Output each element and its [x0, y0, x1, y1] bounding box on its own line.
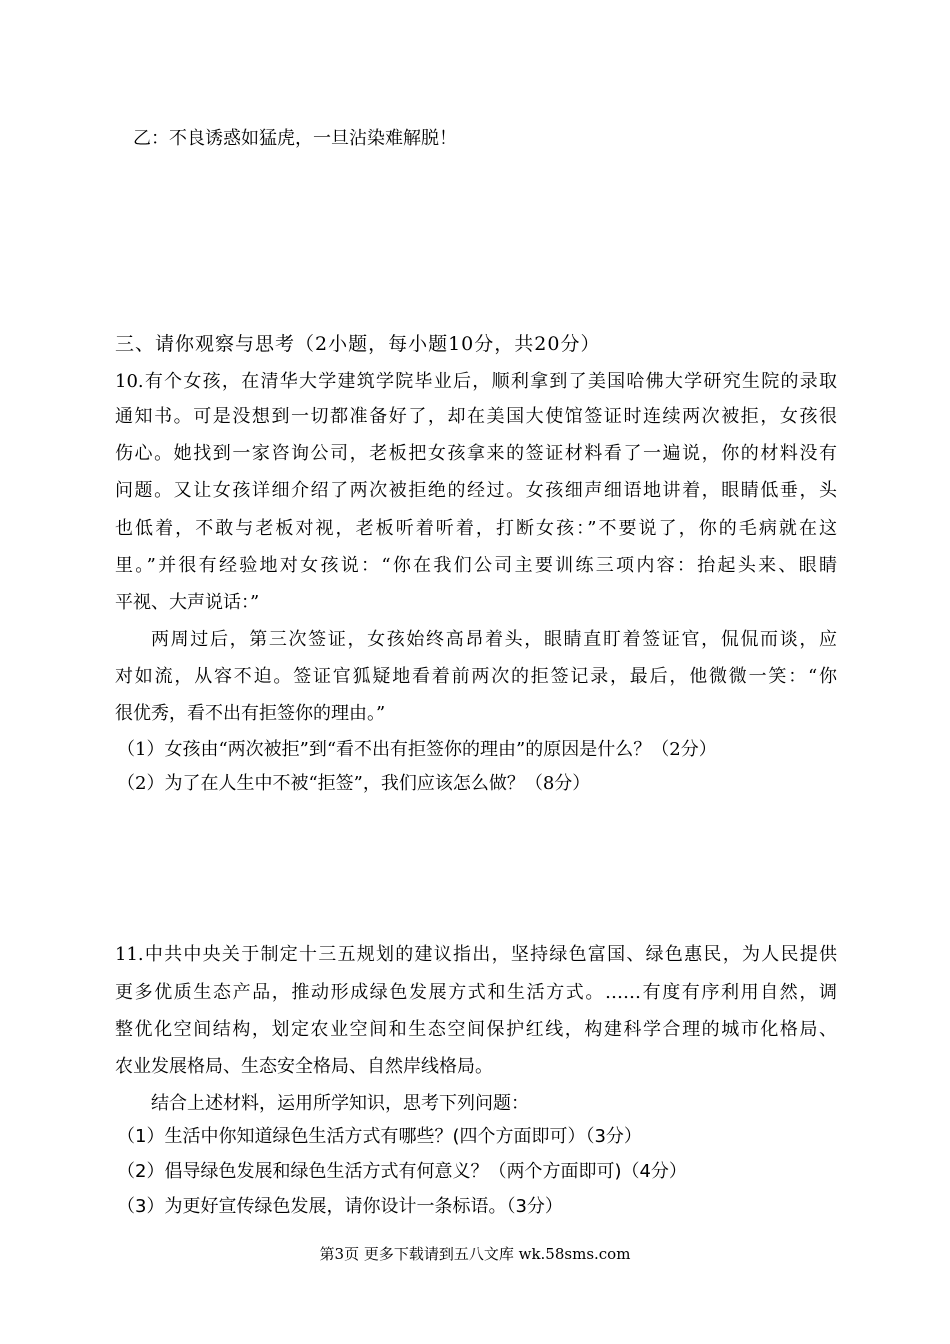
q10-para2-line-3: 很优秀，看不出有拒签你的理由。”	[115, 703, 386, 724]
q10-sub-question-2: （2）为了在人生中不被“拒签”，我们应该怎么做？（8分）	[117, 773, 591, 794]
q11-line-1: 11.中共中央关于制定十三五规划的建议指出，坚持绿色富国、绿色惠民，为人民提供	[115, 944, 837, 965]
intro-line: 乙：不良诱惑如猛虎，一旦沾染难解脱！	[133, 128, 457, 149]
q10-line-1: 10.有个女孩，在清华大学建筑学院毕业后，顺利拿到了美国哈佛大学研究生院的录取	[115, 371, 837, 392]
q11-prompt: 结合上述材料，运用所学知识，思考下列问题：	[151, 1093, 529, 1114]
q11-sub-question-3: （3）为更好宣传绿色发展，请你设计一条标语。（3分）	[117, 1196, 563, 1217]
q10-line-7: 平视、大声说话：”	[115, 592, 260, 613]
page-footer: 第3页 更多下载请到五八文库 wk.58sms.com	[319, 1245, 631, 1263]
q11-line-3: 整优化空间结构，划定农业空间和生态空间保护红线，构建科学合理的城市化格局、	[115, 1019, 837, 1040]
q11-line-4: 农业发展格局、生态安全格局、自然岸线格局。	[115, 1056, 493, 1077]
q10-line-5: 也低着，不敢与老板对视，老板听着听着，打断女孩：”不要说了，你的毛病就在这	[115, 518, 837, 539]
q11-line-2: 更多优质生态产品，推动形成绿色发展方式和生活方式。……有度有序利用自然，调	[115, 982, 837, 1003]
q10-line-6: 里。”并很有经验地对女孩说：“你在我们公司主要训练三项内容：抬起头来、眼睛	[115, 555, 837, 576]
q10-line-3: 伤心。她找到一家咨询公司，老板把女孩拿来的签证材料看了一遍说，你的材料没有	[115, 443, 837, 464]
q10-para2-line-1: 两周过后，第三次签证，女孩始终高昂着头，眼睛直盯着签证官，侃侃而谈，应	[151, 629, 837, 650]
section-3-heading: 三、请你观察与思考（2小题，每小题10分，共20分）	[115, 333, 601, 355]
q10-para2-line-2: 对如流，从容不迫。签证官狐疑地看着前两次的拒签记录，最后，他微微一笑：“你	[115, 666, 837, 687]
q11-sub-question-1: （1）生活中你知道绿色生活方式有哪些？(四个方面即可）（3分）	[117, 1126, 642, 1147]
q10-line-4: 问题。又让女孩详细介绍了两次被拒绝的经过。女孩细声细语地讲着，眼睛低垂，头	[115, 480, 837, 501]
q10-sub-question-1: （1）女孩由“两次被拒”到“看不出有拒签你的理由”的原因是什么？（2分）	[117, 739, 717, 760]
q10-line-2: 通知书。可是没想到一切都准备好了，却在美国大使馆签证时连续两次被拒，女孩很	[115, 406, 837, 427]
q11-sub-question-2: （2）倡导绿色发展和绿色生活方式有何意义？（两个方面即可)（4分）	[117, 1161, 687, 1182]
